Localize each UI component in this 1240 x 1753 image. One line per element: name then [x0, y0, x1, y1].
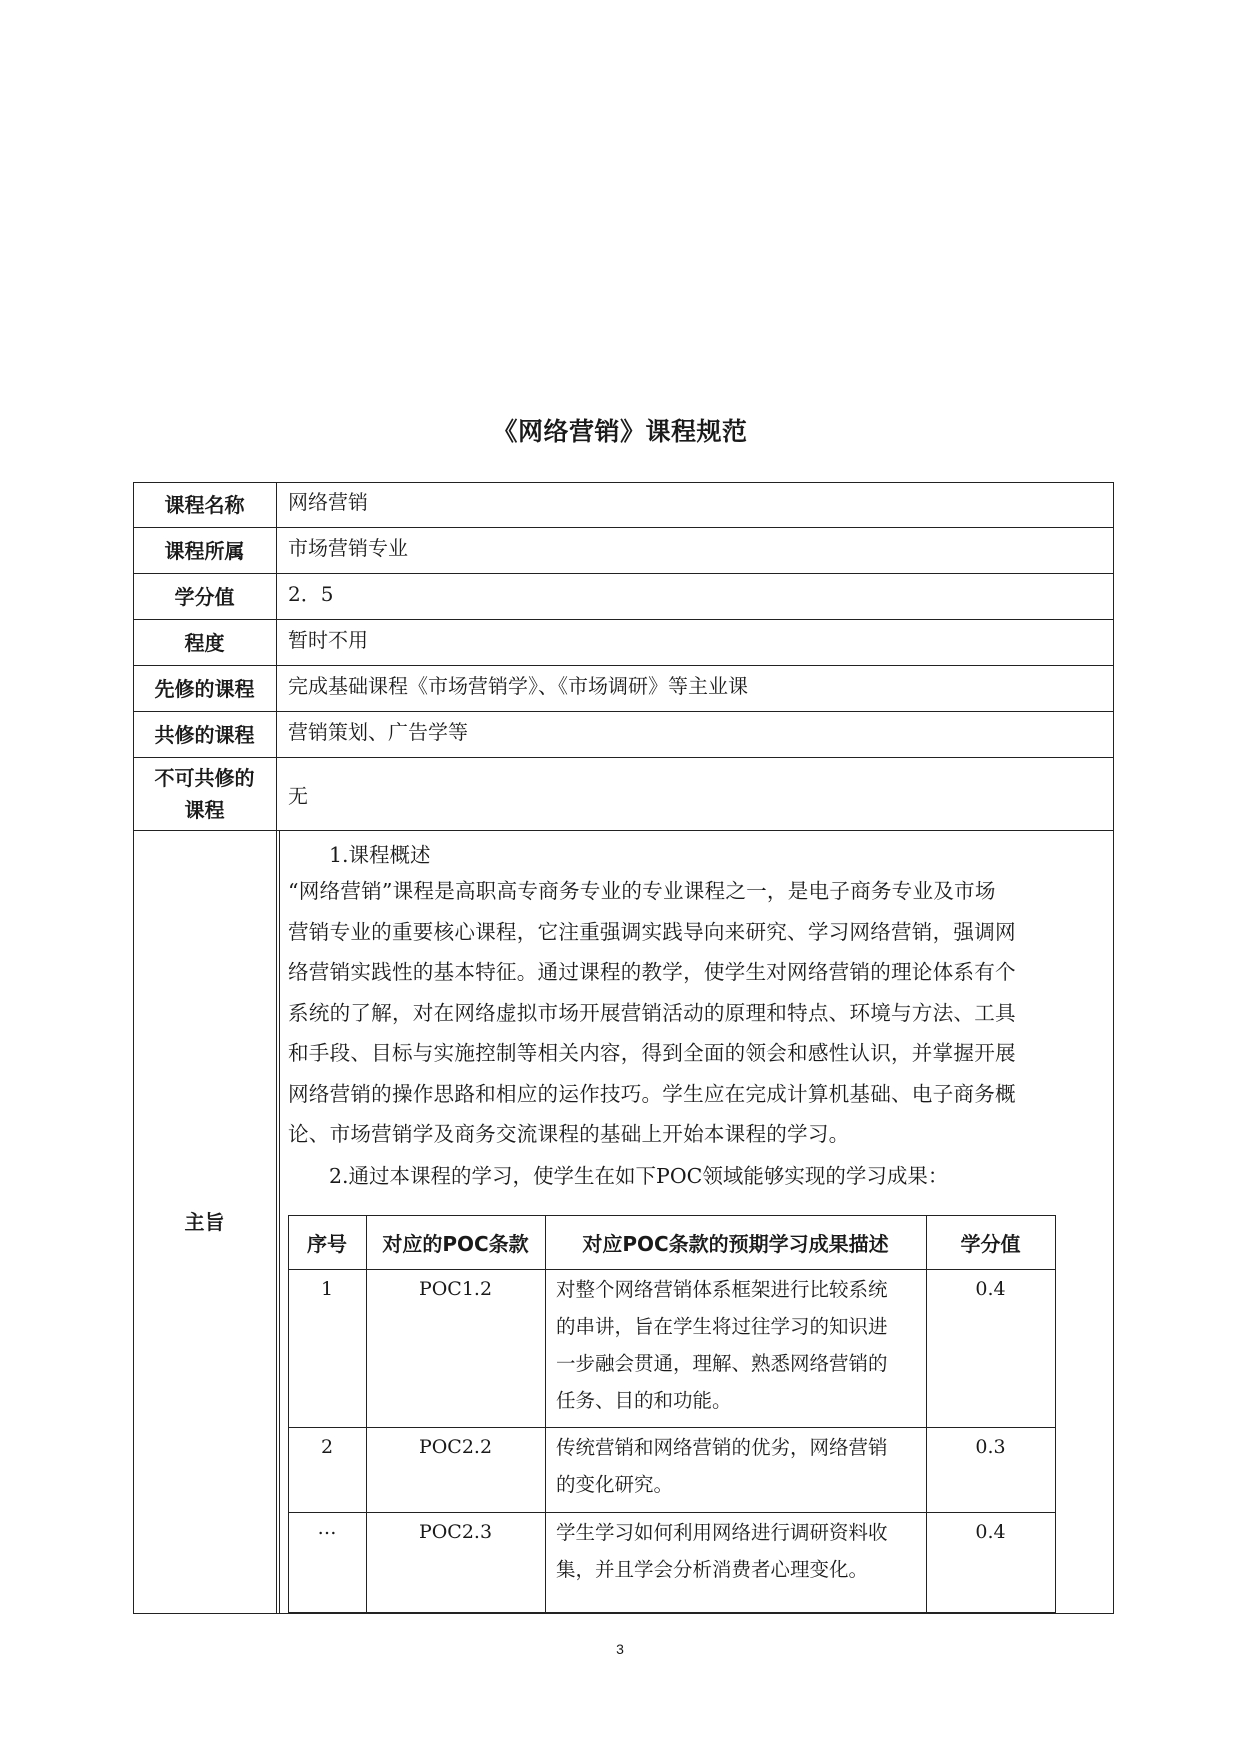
row-divider	[133, 830, 1114, 831]
course-spec-table	[133, 482, 1114, 1614]
value-corequisites: 营销策划、广告学等	[288, 720, 468, 744]
description-line: 一步融会贯通，理解、熟悉网络营销的	[556, 1352, 888, 1375]
inner-row-divider	[288, 1427, 1056, 1428]
description-line: 的串讲，旨在学生将过往学习的知识进	[556, 1315, 888, 1338]
value-course-name: 网络营销	[288, 490, 368, 514]
table-border-right	[1113, 482, 1114, 1614]
description-line: 任务、目的和功能。	[556, 1389, 732, 1412]
header-poc-clause: 对应的POC条款	[382, 1231, 529, 1256]
table-border-top	[133, 482, 1114, 483]
inner-border-bottom	[288, 1612, 1056, 1613]
inner-col-divider	[545, 1215, 546, 1613]
overview-line: 系统的了解，对在网络虚拟市场开展营销活动的原理和特点、环境与方法、工具	[288, 1000, 1016, 1025]
inner-col-divider	[366, 1215, 367, 1613]
inner-col-divider	[926, 1215, 927, 1613]
description-line: 对整个网络营销体系框架进行比较系统	[556, 1278, 888, 1301]
overview-heading: 1.课程概述	[329, 843, 431, 867]
document-title: 《网络营销》课程规范	[492, 417, 748, 446]
label-exclusions-line-2: 课程	[184, 798, 225, 822]
outcomes-intro: 2.通过本课程的学习，使学生在如下POC领域能够实现的学习成果：	[329, 1164, 949, 1188]
row-2-description	[556, 1429, 911, 1503]
inner-border-right	[1055, 1215, 1056, 1613]
overview-line: 络营销实践性的基本特征。通过课程的教学，使学生对网络营销的理论体系有个	[288, 960, 1016, 984]
label-exclusions	[133, 758, 276, 830]
overview-paragraph	[288, 871, 1106, 1155]
row-1-description	[556, 1271, 911, 1419]
label-course-name: 课程名称	[164, 492, 245, 517]
description-line: 集，并且学会分析消费者心理变化。	[556, 1558, 869, 1581]
label-column-divider	[276, 482, 277, 1614]
inner-row-divider	[288, 1269, 1056, 1270]
row-2-credit: 0.3	[975, 1436, 1006, 1458]
row-divider	[133, 711, 1114, 712]
row-2-serial: 2	[320, 1436, 334, 1458]
row-3-credit: 0.4	[975, 1521, 1006, 1543]
value-level: 暂时不用	[288, 628, 368, 652]
header-serial-no: 序号	[307, 1231, 347, 1256]
row-1-poc: POC1.2	[418, 1278, 493, 1300]
value-credit: 2．5	[288, 582, 334, 606]
learning-outcomes-table	[288, 1215, 1055, 1613]
page-number: 3	[616, 1641, 624, 1657]
label-main-purpose: 主旨	[184, 1210, 225, 1234]
value-course-department: 市场营销专业	[288, 536, 408, 560]
header-outcome-description: 对应POC条款的预期学习成果描述	[582, 1231, 889, 1256]
row-divider	[133, 573, 1114, 574]
value-prerequisites: 完成基础课程《市场营销学》、《市场调研》等主业课	[288, 674, 748, 698]
inner-row-divider	[288, 1512, 1056, 1513]
description-line: 传统营销和网络营销的优劣，网络营销	[556, 1436, 888, 1459]
table-border-bottom	[133, 1613, 1114, 1614]
row-1-serial: 1	[320, 1278, 334, 1300]
row-divider	[133, 757, 1114, 758]
row-divider	[133, 665, 1114, 666]
label-credit: 学分值	[174, 584, 235, 609]
row-3-poc: POC2.3	[418, 1521, 493, 1543]
description-line: 的变化研究。	[556, 1473, 674, 1496]
row-3-serial: …	[317, 1517, 337, 1539]
overview-line: 营销专业的重要核心课程，它注重强调实践导向来研究、学习网络营销，强调网	[288, 919, 1016, 944]
label-corequisites: 共修的课程	[154, 722, 255, 747]
label-level: 程度	[184, 630, 225, 655]
row-3-description	[556, 1514, 911, 1588]
overview-line: 和手段、目标与实施控制等相关内容，得到全面的领会和感性认识，并掌握开展	[288, 1041, 1016, 1065]
row-2-poc: POC2.2	[418, 1436, 493, 1458]
header-credit: 学分值	[960, 1231, 1021, 1256]
description-line: 学生学习如何利用网络进行调研资料收	[556, 1521, 888, 1544]
label-course-department: 课程所属	[164, 538, 245, 563]
overview-line: “网络营销”课程是高职高专商务专业的专业课程之一，是电子商务专业及市场	[288, 879, 996, 903]
overview-line: 论、市场营销学及商务交流课程的基础上开始本课程的学习。	[288, 1122, 850, 1146]
value-exclusions: 无	[288, 784, 308, 808]
label-exclusions-line-1: 不可共修的	[154, 766, 255, 790]
overview-line: 网络营销的操作思路和相应的运作技巧。学生应在完成计算机基础、电子商务概	[288, 1081, 1016, 1106]
row-divider	[133, 619, 1114, 620]
label-prerequisites: 先修的课程	[154, 676, 255, 701]
row-1-credit: 0.4	[975, 1278, 1006, 1300]
label-column-divider-inner	[279, 830, 280, 1614]
row-divider	[133, 527, 1114, 528]
inner-border-left	[288, 1215, 289, 1613]
